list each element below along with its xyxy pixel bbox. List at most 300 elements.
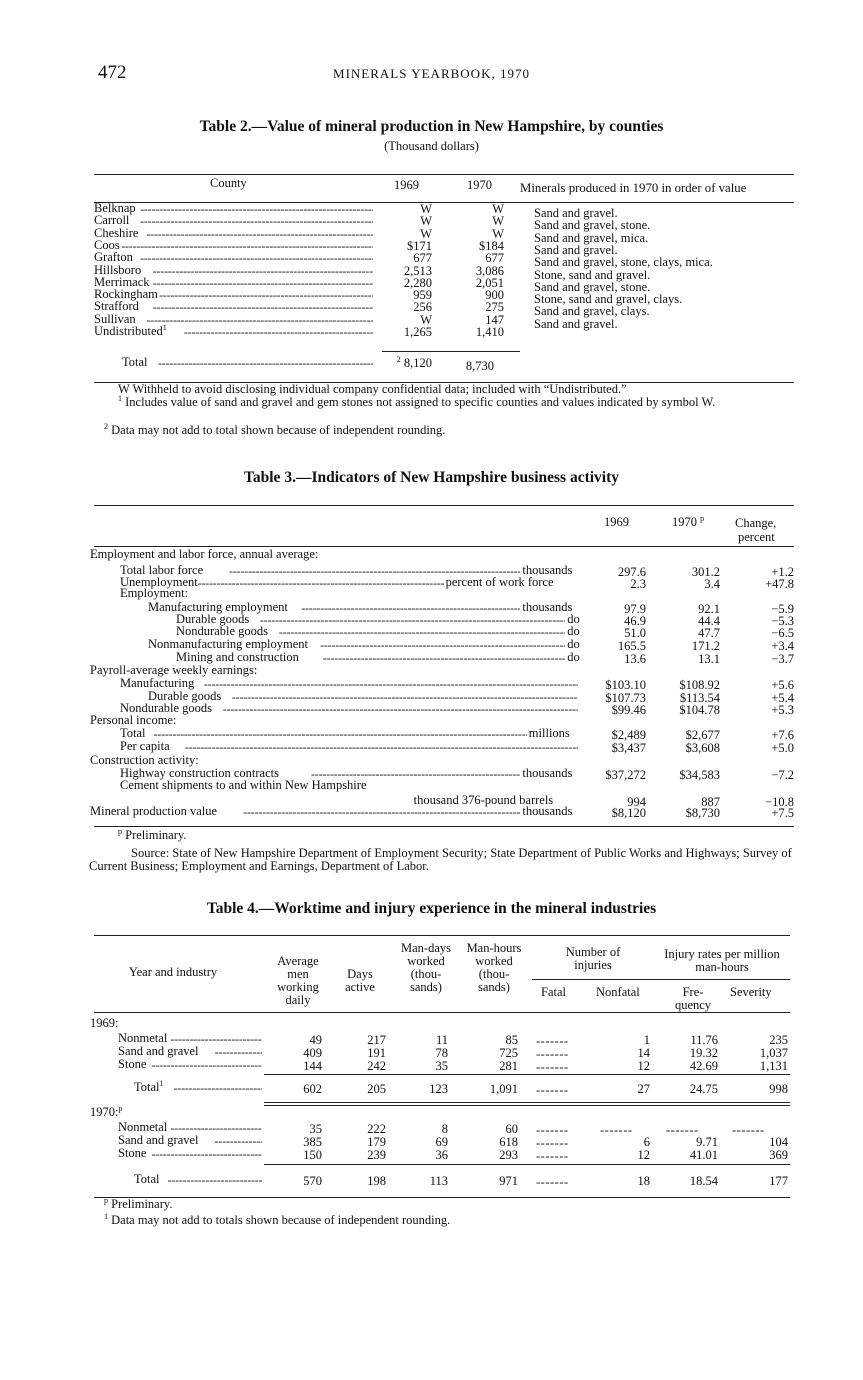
table3-value-1970: 47.7	[698, 626, 720, 640]
table3-row-leader	[232, 691, 578, 703]
table2-header-1970: 1970	[467, 178, 492, 192]
table3-value-change: −7.2	[771, 768, 794, 782]
table4-industry-name	[118, 1134, 199, 1146]
table4-frequency: 18.54	[689, 1174, 718, 1188]
table3-row-label: Manufacturing	[120, 676, 195, 690]
table4-industry-name	[118, 1045, 199, 1057]
table4-row-leader	[215, 1046, 263, 1058]
table3-row-label: Cement shipments to and within New Hampshire	[120, 778, 367, 792]
table4-frequency: -------	[666, 1123, 699, 1137]
table3-row-leader	[204, 678, 578, 690]
table4-nonfatal: 6	[643, 1135, 650, 1149]
table4-days-active: 222	[367, 1122, 386, 1136]
table3-value-change: +7.5	[771, 806, 794, 820]
table3-header-1970	[672, 513, 705, 529]
table2-value-1970: 900	[485, 288, 504, 303]
table4-note-preliminary	[104, 1195, 173, 1211]
table4-bottom-rule	[94, 1197, 790, 1198]
table3-value-1969: 165.5	[617, 639, 646, 653]
table3-value-change: +5.3	[771, 703, 794, 717]
table3-row-label: Personal income:	[90, 713, 177, 727]
table3-row-label: Payroll-average weekly earnings:	[90, 663, 258, 677]
table4-fatal: -------	[536, 1149, 569, 1163]
table4-industry-text: Total	[134, 1172, 160, 1186]
table2-minerals: Sand and gravel, stone.	[534, 279, 651, 294]
table2-value-1970: 147	[485, 312, 504, 327]
table2-row-leader	[140, 203, 373, 215]
table3-row-unit: thousands	[522, 600, 573, 614]
table2-value-1969: W	[420, 312, 432, 327]
table2-row-leader	[140, 215, 373, 227]
table3-value-change: −5.9	[771, 602, 794, 616]
table4-industry-name	[134, 1078, 164, 1094]
table2-value-1970: W	[492, 214, 504, 229]
table4-man-hours: 60	[505, 1122, 518, 1136]
table4-severity: 1,037	[759, 1046, 788, 1060]
table4-man-days: 113	[429, 1174, 448, 1188]
table4-man-days: 69	[435, 1135, 448, 1149]
table2-county-text: Undistributed	[94, 324, 163, 338]
table4-fatal: -------	[536, 1047, 569, 1061]
table2-header-county: County	[210, 176, 247, 190]
table4-year-1970-text: 1970:	[90, 1105, 119, 1119]
table4-header-rule	[94, 1012, 790, 1013]
table3-value-1969: $2,489	[611, 728, 646, 742]
table2-minerals: Sand and gravel, stone.	[534, 218, 651, 233]
table4-avg-men: 49	[309, 1033, 322, 1047]
table2-value-1969: 677	[413, 251, 432, 266]
table4-fatal: -------	[536, 1123, 569, 1137]
table4-year-1969: 1969:	[90, 1016, 119, 1030]
table4-industry-name	[134, 1173, 160, 1185]
table3-value-change: +3.4	[771, 639, 794, 653]
table4-man-hours: 281	[499, 1059, 518, 1073]
table3-row-leader	[279, 626, 565, 638]
table2-county-text: Coos	[94, 237, 120, 252]
table2-county-name	[94, 264, 141, 276]
table4-note-preliminary-mark: p	[104, 1195, 108, 1205]
table2-row-leader	[121, 240, 373, 252]
table2-row-leader	[146, 228, 373, 240]
table2-row-leader	[153, 277, 373, 289]
table2-total-rule	[382, 351, 520, 352]
page-number: 472	[98, 62, 127, 83]
table4-man-days: 35	[435, 1059, 448, 1073]
table4-man-days: 8	[441, 1122, 448, 1136]
table2-county-text: Hillsboro	[94, 262, 142, 277]
table4-year-1970	[90, 1103, 123, 1119]
table2-header-minerals: Minerals produced in 1970 in order of value	[520, 181, 747, 195]
table2-header-1969: 1969	[394, 178, 419, 192]
table3-row-leader	[301, 602, 520, 614]
table3-value-1970: $108.92	[679, 678, 720, 692]
table3-row-label: Highway construction contracts	[120, 766, 279, 780]
table4-avg-men: 150	[303, 1148, 322, 1162]
table2-value-1970: W	[492, 226, 504, 241]
table3-row-unit: thousands	[522, 766, 573, 780]
table2-total-footnote-mark: 2	[396, 354, 401, 364]
table2-county-text: Belknap	[94, 201, 136, 215]
table3-value-change: −10.8	[765, 795, 794, 809]
table4-days-active: 242	[367, 1059, 386, 1073]
table2-county-name	[94, 214, 129, 226]
table4-nonfatal: 14	[637, 1046, 650, 1060]
table3-value-1970: 301.2	[691, 565, 720, 579]
table3-value-1970: 3.4	[704, 577, 720, 591]
table2-value-1970: 275	[485, 300, 504, 315]
table4-avg-men: 602	[303, 1082, 322, 1096]
table3-row-unit: do	[567, 612, 580, 626]
table4-1970-subtotal-rule	[264, 1164, 790, 1165]
table4-industry-text: Stone	[118, 1146, 147, 1160]
table4-total-footnote-mark: 1	[159, 1078, 164, 1088]
table2-county-name	[94, 276, 150, 288]
table2-top-rule	[94, 174, 794, 175]
table2-value-1970: $184	[479, 238, 504, 253]
table4-header-frequency: Fre-quency	[674, 985, 712, 1012]
table4-frequency: 11.76	[690, 1033, 718, 1047]
table4-fatal: -------	[536, 1034, 569, 1048]
table3-row-label: Employment:	[120, 586, 189, 600]
table4-fatal: -------	[536, 1136, 569, 1150]
table3-value-1970: $8,730	[685, 806, 720, 820]
table3-row-leader	[260, 614, 565, 626]
table4-severity: 104	[769, 1135, 788, 1149]
table3-header-percent: percent	[738, 530, 775, 544]
table4-header-mandays: Man-days worked (thou-sands)	[401, 941, 451, 994]
table4-row-leader	[215, 1135, 263, 1147]
table4-industry-name	[118, 1032, 167, 1044]
table2-value-1969: $171	[407, 238, 432, 253]
table2-row-leader	[184, 326, 373, 338]
table3-header-preliminary-mark: p	[700, 513, 705, 523]
table2-county-name	[94, 288, 158, 300]
table3-row-leader	[320, 639, 565, 651]
table2-value-1969: 959	[413, 288, 432, 303]
table3-value-1969: $107.73	[605, 691, 646, 705]
table4-man-hours: 85	[505, 1033, 518, 1047]
table3-value-1969: $37,272	[605, 768, 646, 782]
table3-row-unit: do	[567, 650, 580, 664]
table4-header-fatal: Fatal	[541, 985, 566, 999]
table4-days-active: 205	[367, 1082, 386, 1096]
table4-avg-men: 35	[309, 1122, 322, 1136]
table2-row-leader	[159, 289, 373, 301]
table4-man-days: 123	[429, 1082, 448, 1096]
table3-value-1970: 44.4	[698, 614, 720, 628]
table4-row-leader	[152, 1148, 263, 1160]
table2-county-name	[94, 313, 136, 325]
table3-value-change: +5.4	[771, 691, 794, 705]
table3-value-1969: 46.9	[624, 614, 646, 628]
table3-value-1970: 171.2	[691, 639, 720, 653]
table3-value-1969: $3,437	[611, 741, 646, 755]
table2-county-name	[94, 227, 138, 239]
table4-note-rounding-mark: 1	[104, 1211, 108, 1221]
table3-row-leader	[198, 577, 444, 589]
table3-row-label: Total	[120, 726, 146, 740]
table3-row-label: Employment and labor force, annual average:	[90, 547, 319, 561]
table4-1969-double-rule	[264, 1102, 790, 1106]
table3-value-1969: $99.46	[611, 703, 646, 717]
table4-severity: -------	[732, 1123, 765, 1137]
table4-industry-text: Sand and gravel	[118, 1133, 199, 1147]
table2-minerals: Stone, sand and gravel.	[534, 267, 651, 282]
table2-row-leader	[140, 252, 373, 264]
table3-row-label: Construction activity:	[90, 753, 199, 767]
table3-header-change: Change,	[735, 516, 777, 530]
table2-county-footnote-mark: 1	[162, 322, 167, 332]
table3-value-1970: 92.1	[698, 602, 720, 616]
table3-note-preliminary-mark: p	[118, 826, 122, 836]
table2-minerals: Sand and gravel, mica.	[534, 230, 649, 245]
table3-row-unit: percent of work force	[445, 575, 554, 589]
table3-top-rule	[94, 505, 794, 506]
table3-value-change: −5.3	[771, 614, 794, 628]
table3-value-change: −6.5	[771, 626, 794, 640]
table2-note-1	[92, 393, 798, 409]
table3-value-1969: $8,120	[611, 806, 646, 820]
table3-row-unit: thousands	[522, 563, 573, 577]
table4-industry-name	[118, 1147, 146, 1159]
table4-header-subrule	[532, 979, 790, 980]
table4-fatal: -------	[536, 1175, 569, 1189]
table4-industry-text: Nonmetal	[118, 1031, 168, 1045]
table2-row-leader	[153, 301, 373, 313]
table3-value-1969: 297.6	[617, 565, 646, 579]
table2-minerals: Sand and gravel.	[534, 206, 618, 220]
table3-value-change: +5.0	[771, 741, 794, 755]
table4-man-days: 36	[435, 1148, 448, 1162]
table3-row-leader	[243, 806, 520, 818]
table2-total-1969	[378, 354, 432, 370]
table3-row-leader	[223, 703, 578, 715]
table2-total-label: Total	[122, 355, 148, 369]
table4-industry-text: Sand and gravel	[118, 1044, 199, 1058]
table3-value-change: −3.7	[771, 652, 794, 666]
table4-man-hours: 971	[499, 1174, 518, 1188]
table3-row-label: Durable goods	[176, 612, 250, 626]
table4-frequency: 19.32	[689, 1046, 718, 1060]
table4-header-year-industry: Year and industry	[128, 965, 218, 979]
table4-man-hours: 725	[499, 1046, 518, 1060]
table4-industry-text: Nonmetal	[118, 1120, 168, 1134]
table4-header-injuries: Number of injuries	[565, 945, 621, 972]
table3-row-label: Mining and construction	[176, 650, 299, 664]
table3-row-label: Mineral production value	[90, 804, 218, 818]
table4-days-active: 198	[367, 1174, 386, 1188]
table4-note-rounding-text: Data may not add to totals shown because of independent rounding.	[111, 1213, 451, 1227]
table2-county-text: Grafton	[94, 250, 133, 265]
table4-year-1970-preliminary-mark: p	[118, 1103, 123, 1113]
table2-value-1969: W	[420, 202, 432, 216]
table4-1969-subtotal-rule	[264, 1074, 790, 1075]
table4-man-hours: 293	[499, 1148, 518, 1162]
table2-value-1970: 3,086	[475, 263, 504, 278]
table2-row-leader	[146, 314, 373, 326]
table4-nonfatal: 12	[637, 1059, 650, 1073]
table3-note-preliminary-text: Preliminary.	[125, 828, 187, 842]
table2-value-1969: W	[420, 226, 432, 241]
table2-county-text: Cheshire	[94, 225, 139, 240]
table3-title: Table 3.—Indicators of New Hampshire business activity	[243, 469, 620, 486]
table3-value-1969: 2.3	[630, 577, 646, 591]
table2-county-name	[94, 202, 136, 214]
table3-row-unit: thousands	[522, 804, 573, 818]
table4-industry-name	[118, 1058, 146, 1070]
table4-avg-men: 144	[303, 1059, 322, 1073]
table2-value-1970: W	[492, 202, 504, 216]
table3-row-label: Unemployment	[120, 575, 198, 589]
table2-row-leader	[153, 265, 373, 277]
table4-days-active: 179	[367, 1135, 386, 1149]
table4-industry-text: Total	[134, 1080, 160, 1094]
table2-total-1969-value: 8,120	[403, 356, 432, 370]
table2-note-2-mark: 2	[104, 421, 108, 431]
table2-value-1969: 2,513	[403, 263, 432, 278]
table3-value-1970: $34,583	[679, 768, 720, 782]
table4-header-avg-men: Average men working daily	[277, 954, 319, 1007]
table4-nonfatal: 1	[643, 1033, 650, 1047]
table4-days-active: 217	[367, 1033, 386, 1047]
table3-row-leader	[154, 728, 527, 740]
table4-header-days: Days active	[345, 967, 375, 994]
table4-industry-text: Stone	[118, 1057, 147, 1071]
table4-nonfatal: 12	[637, 1148, 650, 1162]
table4-severity: 235	[769, 1033, 788, 1047]
table3-value-1969: 51.0	[624, 626, 646, 640]
table3-value-1970: 13.1	[698, 652, 720, 666]
table3-value-change: +5.6	[771, 678, 794, 692]
table3-header-1969: 1969	[604, 515, 629, 529]
table2-note-2-text: Data may not add to total shown because of independent rounding.	[111, 423, 446, 437]
table4-man-hours: 618	[499, 1135, 518, 1149]
table2-county-text: Sullivan	[94, 311, 136, 326]
running-head: MINERALS YEARBOOK, 1970	[333, 66, 530, 81]
table4-note-rounding	[104, 1211, 451, 1227]
table3-row-leader	[323, 652, 565, 664]
table4-header-nonfatal: Nonfatal	[596, 985, 640, 999]
table3-header-1970-label: 1970	[672, 515, 697, 529]
table2-county-name	[94, 239, 120, 251]
table2-title: Table 2.—Value of mineral production in New Hampshire, by counties	[199, 118, 664, 135]
table3-row-unit: do	[567, 637, 580, 651]
table4-severity: 998	[769, 1082, 788, 1096]
table2-note-2	[104, 421, 446, 437]
table4-frequency: 41.01	[689, 1148, 718, 1162]
table4-note-preliminary-text: Preliminary.	[111, 1197, 173, 1211]
table2-county-name	[94, 300, 139, 312]
table2-county-name	[94, 251, 133, 263]
table3-value-change: +7.6	[771, 728, 794, 742]
table3-row-unit: millions	[528, 726, 570, 740]
table3-value-1970: $2,677	[685, 728, 720, 742]
table3-row-label: Nondurable goods	[176, 624, 268, 638]
table3-value-1969: 97.9	[624, 602, 646, 616]
table3-row-unit: do	[567, 624, 580, 638]
table3-row-label: Per capita	[120, 739, 170, 753]
table4-days-active: 239	[367, 1148, 386, 1162]
table2-minerals: Stone, sand and gravel, clays.	[534, 292, 683, 307]
table2-value-1970: 1,410	[475, 325, 504, 339]
table2-value-1969: 256	[413, 300, 432, 315]
table4-frequency: 24.75	[689, 1082, 718, 1096]
table3-bottom-rule	[94, 826, 794, 827]
table4-man-days: 11	[435, 1033, 448, 1047]
table4-nonfatal: -------	[600, 1123, 633, 1137]
table2-note-1-text: Includes value of sand and gravel and gem stones not assigned to specific counties and values indicated by symbol W.	[125, 395, 716, 409]
table4-fatal: -------	[536, 1060, 569, 1074]
table4-severity: 369	[769, 1148, 788, 1162]
table2-minerals: Sand and gravel, stone, clays, mica.	[534, 255, 713, 270]
table4-nonfatal: 18	[637, 1174, 650, 1188]
table3-row-label: Nonmanufacturing employment	[148, 637, 309, 651]
table4-header-manhours: Man-hours worked (thou-sands)	[466, 941, 522, 994]
table2-county-name	[94, 322, 167, 338]
table2-county-text: Rockingham	[94, 287, 158, 302]
table3-row-label: Nondurable goods	[120, 701, 212, 715]
table4-days-active: 191	[367, 1046, 386, 1060]
table2-county-text: Strafford	[94, 299, 139, 314]
table4-avg-men: 570	[303, 1174, 322, 1188]
table3-value-1970: $3,608	[685, 741, 720, 755]
table4-frequency: 42.69	[689, 1059, 718, 1073]
table4-row-leader	[174, 1082, 263, 1094]
table4-row-leader	[152, 1059, 263, 1071]
table3-value-change: +1.2	[771, 565, 794, 579]
table4-industry-name	[118, 1121, 167, 1133]
table2-total-1970: 8,730	[465, 359, 494, 373]
table3-value-1970: $104.78	[679, 703, 720, 717]
table2-value-1970: 677	[485, 251, 504, 266]
table4-row-leader	[168, 1174, 263, 1186]
table3-value-change: +47.8	[765, 577, 794, 591]
table2-note-1-mark: 1	[118, 393, 122, 403]
table3-value-1969: 13.6	[624, 652, 646, 666]
table2-minerals: Sand and gravel.	[534, 242, 618, 257]
table2-county-text: Merrimack	[94, 274, 150, 289]
table4-top-rule	[94, 935, 790, 936]
table4-man-hours: 1,091	[489, 1082, 518, 1096]
table3-value-1969: 994	[627, 795, 646, 809]
table3-value-1970: 887	[701, 795, 720, 809]
table3-value-1970: $113.54	[679, 691, 720, 705]
table4-man-days: 78	[435, 1046, 448, 1060]
table3-row-unit: thousand 376-pound barrels	[413, 793, 554, 807]
table3-row-leader	[185, 741, 578, 753]
table3-value-1969: $103.10	[605, 678, 646, 692]
table4-frequency: 9.71	[696, 1135, 718, 1149]
table2-value-1969: 1,265	[403, 325, 432, 339]
table3-row-label: Manufacturing employment	[148, 600, 288, 614]
table2-county-text: Carroll	[94, 213, 130, 228]
table4-nonfatal: 27	[637, 1082, 650, 1096]
table3-row-label: Total labor force	[120, 563, 204, 577]
table4-header-severity: Severity	[730, 985, 772, 999]
table2-minerals: Sand and gravel.	[534, 316, 618, 331]
table2-subtitle: (Thousand dollars)	[384, 139, 479, 153]
table2-minerals: Sand and gravel, clays.	[534, 304, 650, 319]
table2-total-leader	[158, 357, 373, 369]
table2-value-1970: 2,051	[475, 275, 504, 290]
table4-severity: 1,131	[759, 1059, 788, 1073]
table4-header-injury-rates: Injury rates per million man-hours	[664, 947, 780, 974]
table3-source-note: Source: State of New Hampshire Department of Employment Security; State Department of Public Works and Highways; Survey of Current Business; Employment and Earnings, Department of Labor.	[89, 846, 792, 873]
table4-avg-men: 409	[303, 1046, 322, 1060]
table2-value-1969: W	[420, 214, 432, 229]
table4-title: Table 4.—Worktime and injury experience in the mineral industries	[206, 900, 657, 917]
table4-fatal: -------	[536, 1083, 569, 1097]
